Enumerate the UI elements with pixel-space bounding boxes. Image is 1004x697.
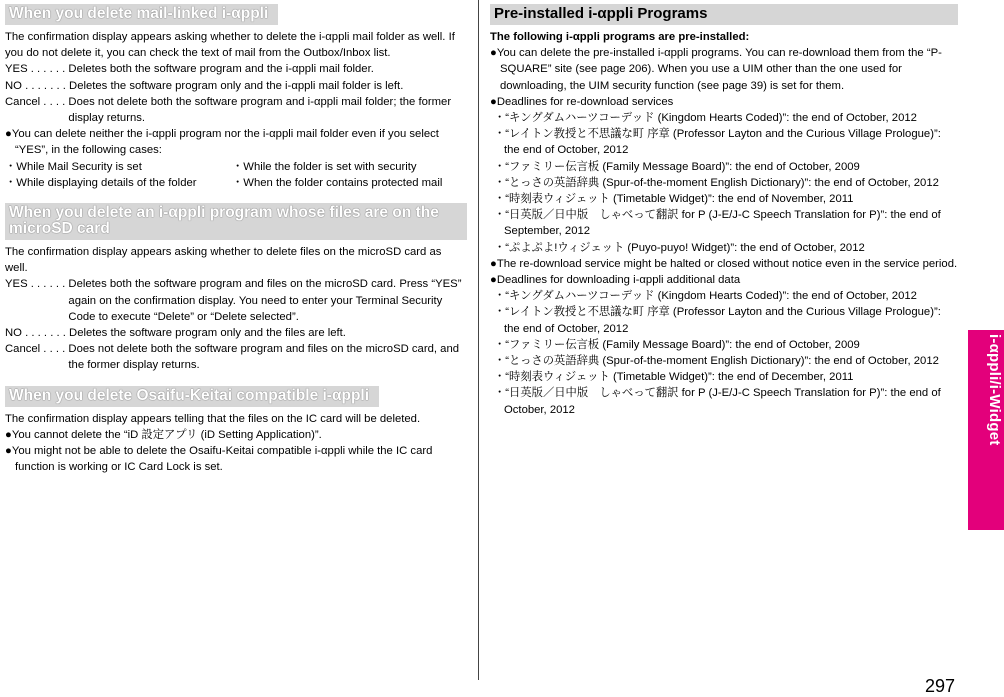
list-item: ・“時刻表ウィジェット (Timetable Widget)”: the end of December, 2011 [494,371,854,384]
bullet-note: ●Deadlines for downloading i-αppli additional data [490,274,741,287]
list-item: ・“日英版／日中版 しゃべって翻訳 for P (J-E/J-C Speech Translation for P)”: the end of October, 2012 [494,387,941,416]
chapter-tab-label: i-αppli/i-Widget [986,334,1004,446]
list-item: ・“キングダムハーツコーデッド (Kingdom Hearts Coded)”: the end of October, 2012 [494,290,917,303]
definition-cancel: Cancel . . . . Does not delete both the software program and files on the microSD card, and the former display returns. [5,343,460,372]
section-heading-microsd: When you delete an i-αppli program whose files are on the microSD card [5,203,467,240]
list-item: ・“ファミリー伝言板 (Family Message Board)”: the end of October, 2009 [494,160,860,173]
section-heading-mail-linked: When you delete mail-linked i-αppli [5,4,278,25]
left-column [5,4,467,475]
bullet-note: ●The re-download service might be halted or closed without notice even in the service period. [490,257,958,270]
case-item: ・While the folder is set with security [232,160,417,173]
paragraph: The confirmation display appears asking whether to delete the i-αppli mail folder as well. If you do not delete it, you can check the text of mail from the Outbox/Inbox list. [5,31,455,60]
bullet-note: ●You might not be able to delete the Osaifu-Keitai compatible i-αppli while the IC card function is working or IC Card Lock is set. [5,445,433,474]
paragraph: The confirmation display appears telling that the files on the IC card will be deleted. [5,412,421,425]
list-item: ・“ぷよぷよ!ウィジェット (Puyo-puyo! Widget)”: the end of October, 2012 [494,241,865,254]
section-heading-osaifu: When you delete Osaifu-Keitai compatible i-αppli [5,386,379,407]
paragraph: The confirmation display appears asking whether to delete files on the microSD card as well. [5,246,442,275]
definition-yes: YES . . . . . . Deletes both the software program and the i-αppli mail folder. [5,63,374,76]
definition-yes: YES . . . . . . Deletes both the software program and files on the microSD card. Press “YES” again on the confirmation display. You need to enter your Terminal Security Code to execute “Delete” or “Delete selected”. [5,278,462,323]
case-item: ・When the folder contains protected mail [232,176,443,189]
bullet-note: ●You cannot delete the “iD 設定アプリ (iD Setting Application)”. [5,428,322,441]
list-item: ・“ファミリー伝言板 (Family Message Board)”: the end of October, 2009 [494,338,860,351]
case-item: ・While displaying details of the folder [5,176,197,189]
list-item: ・“キングダムハーツコーデッド (Kingdom Hearts Coded)”: the end of October, 2012 [494,112,917,125]
bullet-note: ●Deadlines for re-download services [490,95,674,108]
case-list [5,159,467,191]
list-item: ・“時刻表ウィジェット (Timetable Widget)”: the end of November, 2011 [494,193,854,206]
list-item: ・“レイトン教授と不思議な町 序章 (Professor Layton and the Curious Village Prologue)”: the end of October, 2012 [494,128,941,157]
case-item: ・While Mail Security is set [5,160,142,173]
list-item: ・“日英版／日中版 しゃべって翻訳 for P (J-E/J-C Speech Translation for P)”: the end of September, 2012 [494,209,941,238]
right-column [490,4,958,418]
list-item: ・“とっさの英語辞典 (Spur-of-the-moment English Dictionary)”: the end of October, 2012 [494,355,939,368]
section-heading-preinstalled: Pre-installed i-αppli Programs [490,4,958,25]
definition-no: NO . . . . . . . Deletes the software program only and the files are left. [5,327,346,340]
column-divider [478,0,479,680]
chapter-side-tab [968,330,1004,530]
list-item: ・“レイトン教授と不思議な町 序章 (Professor Layton and the Curious Village Prologue)”: the end of October, 2012 [494,306,941,335]
page-number: 297 [925,676,956,696]
lead-text: The following i-αppli programs are pre-installed: [490,31,750,43]
definition-cancel: Cancel . . . . Does not delete both the software program and i-αppli mail folder; the former display returns. [5,95,452,125]
definition-no: NO . . . . . . . Deletes the software program only and the i-αppli mail folder is left. [5,79,404,92]
bullet-note: ●You can delete neither the i-αppli program nor the i-αppli mail folder even if you select “YES”, in the following cases: [5,128,439,157]
list-item: ・“とっさの英語辞典 (Spur-of-the-moment English Dictionary)”: the end of October, 2012 [494,176,939,189]
bullet-note: ●You can delete the pre-installed i-αppli programs. You can re-download them from the “P-SQUARE” site (see page 206). When you use a UIM other than the one used for downloading, the UIM security function (see page 39) is set for them. [490,47,942,92]
